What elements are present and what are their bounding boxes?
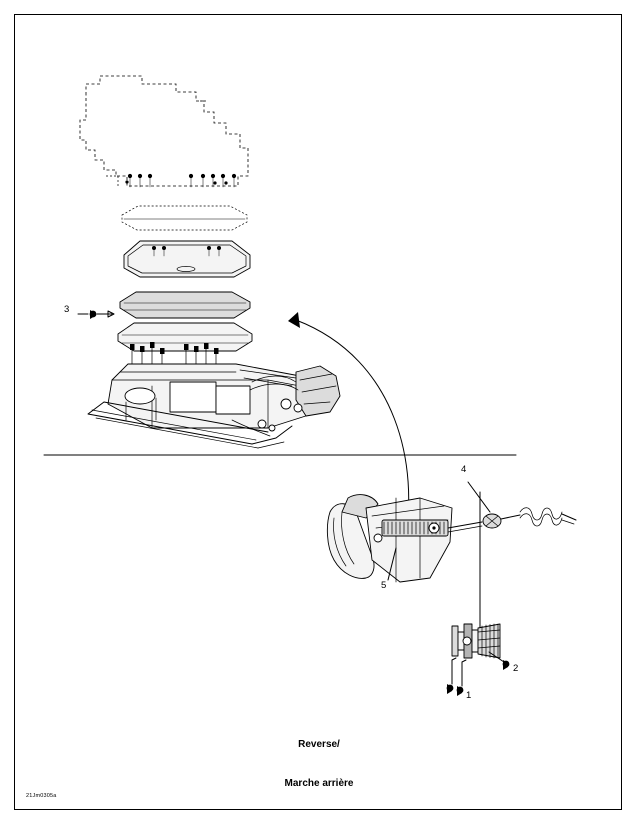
caption-line-fr: Marche arrière [284, 778, 354, 789]
spacer-plate [120, 292, 250, 318]
callout-label-5: 5 [381, 580, 387, 591]
cover-fasteners [125, 174, 236, 187]
upper-gasket [122, 206, 247, 230]
reverse-cable [448, 508, 576, 532]
callout-label-3: 3 [64, 304, 70, 315]
callout-label-2: 2 [513, 663, 519, 674]
threaded-connector [452, 624, 500, 658]
top-cover-outline [80, 76, 248, 186]
callout-1-leader [447, 658, 466, 696]
plate-code: 21Jm0305a [26, 793, 57, 799]
valve-cover-plate [124, 241, 250, 277]
callout-3-leader [78, 310, 114, 319]
engine-body [88, 342, 340, 448]
callout-label-4: 4 [461, 464, 467, 475]
callout-label-1: 1 [466, 690, 472, 701]
callout-4-leader [468, 482, 490, 642]
reverse-lever-assembly [327, 495, 452, 582]
figure-caption [0, 712, 638, 816]
caption-line-en: Reverse/ [298, 739, 340, 750]
